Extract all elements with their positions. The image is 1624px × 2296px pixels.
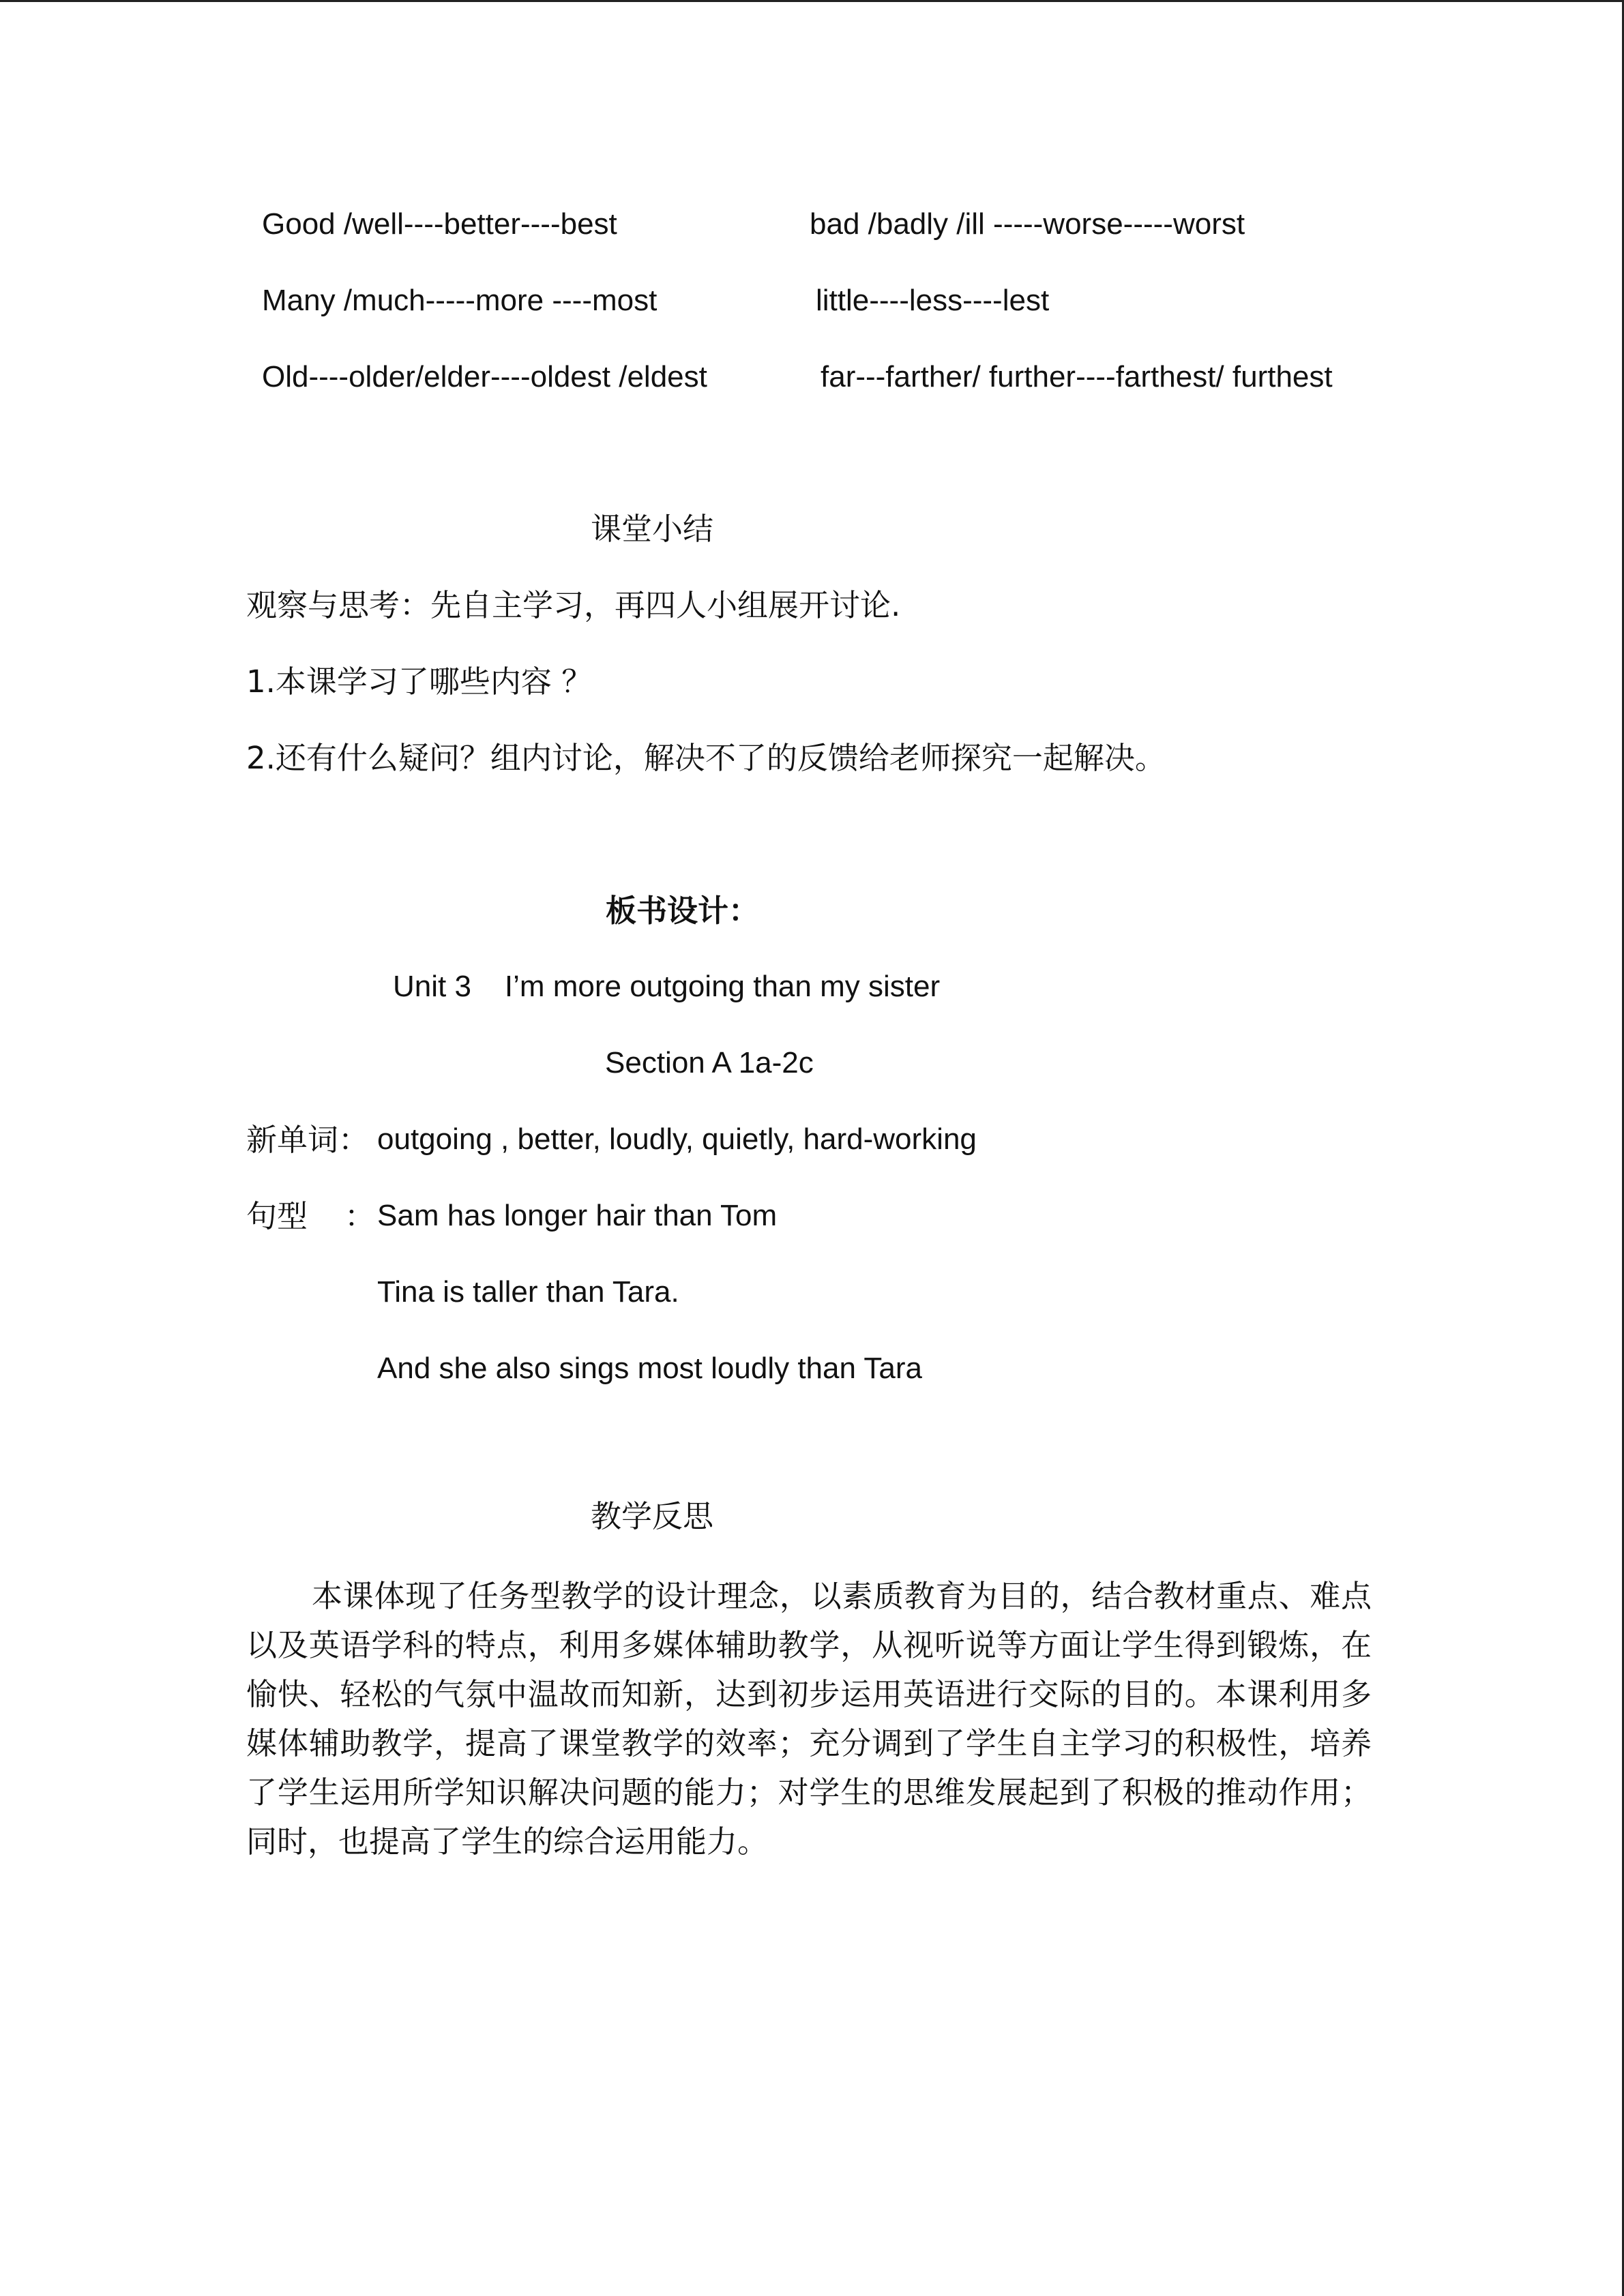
board-section: Section A 1a-2c [605,1046,814,1079]
summary-heading: 课堂小结 [591,511,714,547]
comparative-row-2-right: little----less----lest [816,284,1050,317]
pattern-colon: ： [344,1198,376,1234]
reflection-body: 本课体现了任务型教学的设计理念，以素质教育为目的，结合教材重点、难点以及英语学科的特点，利用多媒体辅助教学，从视听说等方面让学生得到锻炼，在愉快、轻松的气氛中温故而知新，达到初步运用英语进行交际的目的。本课利用多媒体辅助教学，提高了课堂教学的效率；充分调到了学生自主学习的积极性，培养了学生运用所学知识解决问题的能力；对学生的思维发展起到了积极的推动作用；同时，也提高了学生的综合运用能力。 [246,1578,1372,1860]
summary-item-2: 2.还有什么疑问？组内讨论，解决不了的反馈给老师探究一起解决。 [246,740,1166,776]
comparative-row-3-right: far---farther/ further----farthest/ furthest [821,360,1333,393]
board-unit-title: Unit 3 I’m more outgoing than my sister [393,970,941,1003]
vocab-text: outgoing , better, loudly, quietly, hard-working [377,1122,977,1156]
summary-intro: 观察与思考：先自主学习，再四人小组展开讨论. [246,587,901,623]
comparative-row-1-right: bad /badly /ill -----worse-----worst [810,207,1245,241]
comparative-row-2-left: Many /much-----more ----most [262,284,658,317]
comparative-row-3-left: Old----older/elder----oldest /eldest [262,360,707,393]
pattern-sentence-3: And she also sings most loudly than Tara [377,1352,922,1385]
reflection-heading: 教学反思 [591,1498,714,1534]
pattern-sentence-1: Sam has longer hair than Tom [377,1199,778,1232]
vocab-label: 新单词： [246,1122,370,1158]
pattern-sentence-2: Tina is taller than Tara. [377,1275,679,1309]
board-heading: 板书设计： [606,893,760,929]
pattern-label: 句型 [246,1198,308,1234]
comparative-row-1-left: Good /well----better----best [262,207,617,241]
summary-item-1: 1.本课学习了哪些内容 ？ [246,664,593,700]
